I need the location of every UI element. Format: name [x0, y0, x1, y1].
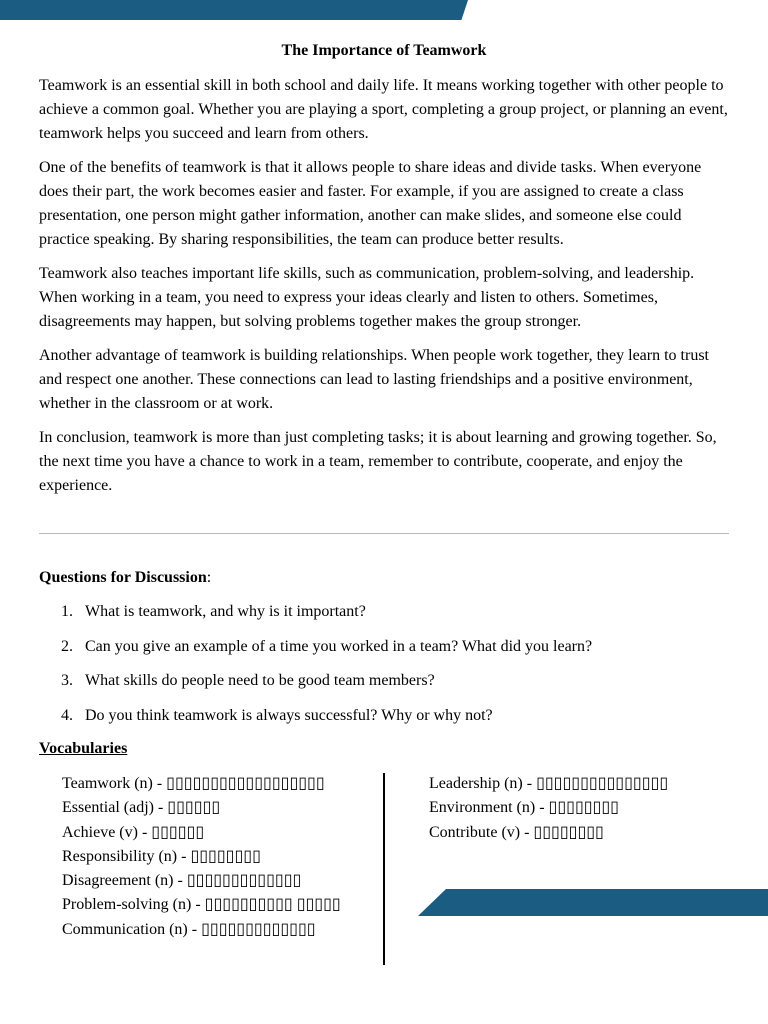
vocab-item-leadership: Leadership (n) - ▯▯▯▯▯▯▯▯▯▯▯▯▯▯▯: [429, 775, 669, 792]
discussion-question: [39, 704, 729, 728]
vocab-item-achieve: Achieve (v) - ▯▯▯▯▯▯: [62, 823, 205, 841]
paragraph-life-skills: Teamwork also teaches important life skills, such as communication, problem-solving, and leadership. When working in a team, you need to express your ideas clearly and listen to others. Sometimes, disagreements may happen, but solving problems together makes the group stronger.: [39, 265, 695, 330]
discussion-question-list: [39, 600, 729, 738]
vocabulary-left-column: [62, 772, 362, 942]
question-text: Do you think teamwork is always successful? Why or why not?: [85, 706, 493, 724]
question-text: What skills do people need to be good team members?: [85, 672, 435, 689]
paragraph-benefits: One of the benefits of teamwork is that it allows people to share ideas and divide tasks. When everyone does their part, the work becomes easier and faster. For example, if you are assigned to create a class presentation, one person might gather information, another can make slides, and someone else could practice speaking. By sharing responsibilities, the team can produce better results.: [39, 159, 702, 248]
vocab-item-teamwork: Teamwork (n) - ▯▯▯▯▯▯▯▯▯▯▯▯▯▯▯▯▯▯: [62, 775, 325, 792]
discussion-heading-label: Questions for Discussion: [39, 569, 207, 586]
vocabulary-right-column: [429, 772, 729, 845]
vocab-item-contribute: Contribute (v) - ▯▯▯▯▯▯▯▯: [429, 823, 604, 841]
question-number: 1.: [61, 603, 73, 620]
vocabulary-column-separator: [383, 773, 385, 965]
paragraph-conclusion: In conclusion, teamwork is more than just completing tasks; it is about learning and growing together. So, the next time you have a chance to work in a team, remember to contribute, cooperate, and enjoy the experience.: [39, 429, 717, 494]
discussion-question: [39, 635, 729, 659]
paragraph-relationships: Another advantage of teamwork is building relationships. When people work together, they learn to trust and respect one another. These connections can lead to lasting friendships and a positive environment, whether in the classroom or at work.: [39, 347, 709, 412]
question-number: 2.: [61, 637, 73, 655]
vocab-item-responsibility: Responsibility (n) - ▯▯▯▯▯▯▯▯: [62, 847, 261, 865]
vocab-item-communication: Communication (n) - ▯▯▯▯▯▯▯▯▯▯▯▯▯: [62, 920, 316, 938]
section-divider: [39, 533, 729, 534]
vocab-item-environment: Environment (n) - ▯▯▯▯▯▯▯▯: [429, 799, 619, 817]
question-number: 4.: [61, 706, 73, 724]
bottom-banner-decoration: [418, 889, 768, 916]
top-banner-decoration: [0, 0, 468, 20]
article-body: [39, 74, 731, 508]
question-text: Can you give an example of a time you worked in a team? What did you learn?: [85, 637, 593, 655]
discussion-question: [39, 600, 729, 624]
question-number: 3.: [61, 672, 73, 689]
vocab-item-problem-solving: Problem-solving (n) - ▯▯▯▯▯▯▯▯▯▯ ▯▯▯▯▯: [62, 896, 341, 914]
paragraph-intro: Teamwork is an essential skill in both school and daily life. It means working together with other people to achieve a common goal. Whether you are playing a sport, completing a group project, or planning an event, teamwork helps you succeed and learn from others.: [39, 77, 728, 142]
document-title: The Importance of Teamwork: [281, 42, 487, 59]
vocabulary-heading: Vocabularies: [39, 740, 128, 757]
discussion-question: [39, 669, 729, 693]
question-text: What is teamwork, and why is it important?: [85, 603, 366, 620]
vocab-item-disagreement: Disagreement (n) - ▯▯▯▯▯▯▯▯▯▯▯▯▯: [62, 872, 302, 890]
vocab-item-essential: Essential (adj) - ▯▯▯▯▯▯: [62, 799, 221, 817]
discussion-heading: [39, 566, 211, 590]
discussion-heading-colon: :: [206, 569, 212, 586]
